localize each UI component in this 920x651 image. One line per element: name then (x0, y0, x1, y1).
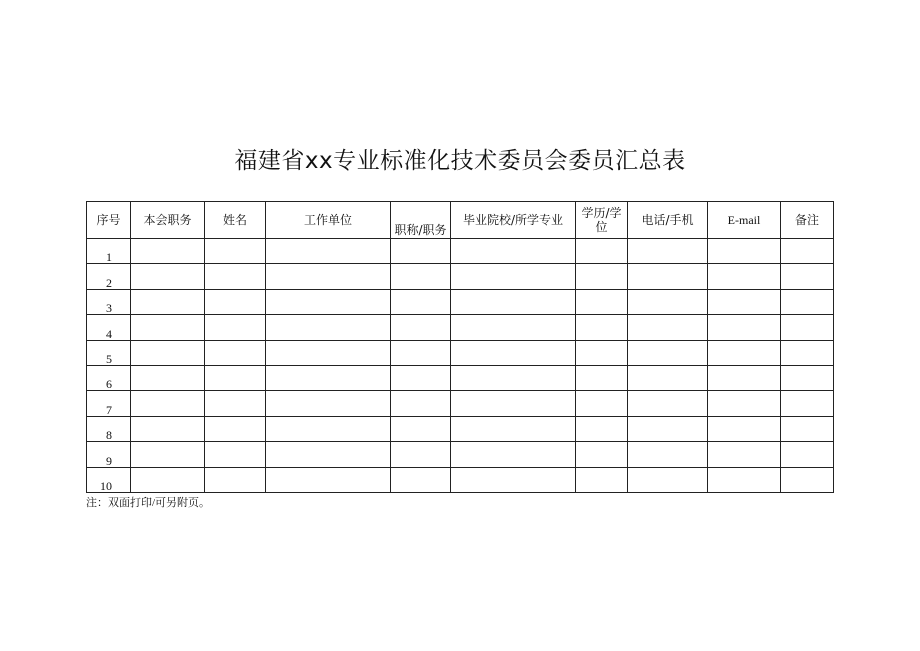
cell-index: 9 (87, 442, 131, 467)
cell-committee-role (131, 467, 205, 492)
cell-title-position (391, 264, 451, 289)
cell-education-degree (576, 239, 628, 264)
cell-index: 7 (87, 391, 131, 416)
cell-email (708, 391, 781, 416)
cell-remarks (781, 239, 834, 264)
cell-workplace (266, 289, 391, 314)
table-row (87, 289, 834, 314)
table-row (87, 315, 834, 340)
cell-education-degree (576, 340, 628, 365)
cell-title-position (391, 365, 451, 390)
cell-school-major (451, 442, 576, 467)
cell-workplace (266, 467, 391, 492)
cell-phone (628, 289, 708, 314)
table-row (87, 340, 834, 365)
cell-email (708, 289, 781, 314)
cell-education-degree (576, 467, 628, 492)
cell-index: 6 (87, 365, 131, 390)
cell-name (205, 264, 266, 289)
header-workplace: 工作单位 (266, 202, 391, 239)
members-table (86, 201, 834, 493)
cell-index: 8 (87, 416, 131, 441)
cell-remarks (781, 467, 834, 492)
cell-title-position (391, 289, 451, 314)
cell-email (708, 340, 781, 365)
cell-index: 3 (87, 289, 131, 314)
table-row (87, 467, 834, 492)
cell-phone (628, 264, 708, 289)
cell-workplace (266, 239, 391, 264)
cell-committee-role (131, 264, 205, 289)
cell-title-position (391, 239, 451, 264)
cell-index: 4 (87, 315, 131, 340)
cell-email (708, 365, 781, 390)
cell-title-position (391, 467, 451, 492)
cell-phone (628, 391, 708, 416)
header-school-major: 毕业院校/所学专业 (451, 202, 576, 239)
cell-education-degree (576, 289, 628, 314)
cell-email (708, 442, 781, 467)
cell-phone (628, 416, 708, 441)
table-header (87, 202, 834, 239)
cell-email (708, 315, 781, 340)
header-title-position: 职称/职务 (391, 202, 451, 239)
cell-committee-role (131, 340, 205, 365)
header-phone: 电话/手机 (628, 202, 708, 239)
cell-title-position (391, 340, 451, 365)
cell-school-major (451, 467, 576, 492)
cell-name (205, 416, 266, 441)
cell-workplace (266, 391, 391, 416)
footnote: 注：双面打印/可另附页。 (86, 497, 211, 509)
cell-school-major (451, 264, 576, 289)
table-row (87, 391, 834, 416)
table-row (87, 365, 834, 390)
cell-school-major (451, 315, 576, 340)
cell-remarks (781, 365, 834, 390)
cell-school-major (451, 289, 576, 314)
cell-name (205, 315, 266, 340)
cell-email (708, 264, 781, 289)
cell-committee-role (131, 416, 205, 441)
cell-workplace (266, 416, 391, 441)
cell-committee-role (131, 289, 205, 314)
cell-school-major (451, 365, 576, 390)
cell-workplace (266, 340, 391, 365)
cell-education-degree (576, 264, 628, 289)
header-name: 姓名 (205, 202, 266, 239)
cell-index: 10 (87, 467, 131, 492)
cell-name (205, 340, 266, 365)
cell-phone (628, 467, 708, 492)
cell-workplace (266, 264, 391, 289)
cell-name (205, 442, 266, 467)
header-committee-role: 本会职务 (131, 202, 205, 239)
cell-index: 5 (87, 340, 131, 365)
cell-education-degree (576, 391, 628, 416)
cell-index: 1 (87, 239, 131, 264)
cell-committee-role (131, 365, 205, 390)
cell-phone (628, 442, 708, 467)
cell-name (205, 391, 266, 416)
cell-index: 2 (87, 264, 131, 289)
header-education-degree: 学历/学位 (576, 202, 628, 239)
cell-remarks (781, 289, 834, 314)
cell-education-degree (576, 416, 628, 441)
cell-phone (628, 315, 708, 340)
table-row (87, 442, 834, 467)
cell-committee-role (131, 391, 205, 416)
cell-workplace (266, 365, 391, 390)
header-email: E-mail (708, 202, 781, 239)
cell-education-degree (576, 442, 628, 467)
table-row (87, 416, 834, 441)
cell-remarks (781, 442, 834, 467)
cell-name (205, 365, 266, 390)
cell-committee-role (131, 315, 205, 340)
cell-remarks (781, 264, 834, 289)
cell-remarks (781, 340, 834, 365)
cell-email (708, 239, 781, 264)
cell-title-position (391, 416, 451, 441)
cell-title-position (391, 391, 451, 416)
cell-remarks (781, 315, 834, 340)
cell-workplace (266, 315, 391, 340)
cell-phone (628, 239, 708, 264)
cell-remarks (781, 391, 834, 416)
cell-title-position (391, 442, 451, 467)
header-remarks: 备注 (781, 202, 834, 239)
cell-committee-role (131, 239, 205, 264)
cell-school-major (451, 416, 576, 441)
cell-committee-role (131, 442, 205, 467)
cell-school-major (451, 391, 576, 416)
header-index: 序号 (87, 202, 131, 239)
cell-education-degree (576, 315, 628, 340)
cell-school-major (451, 239, 576, 264)
cell-name (205, 239, 266, 264)
cell-phone (628, 340, 708, 365)
table-body (87, 239, 834, 493)
members-table-container (86, 201, 834, 493)
cell-phone (628, 365, 708, 390)
cell-title-position (391, 315, 451, 340)
cell-education-degree (576, 365, 628, 390)
cell-workplace (266, 442, 391, 467)
cell-remarks (781, 416, 834, 441)
cell-school-major (451, 340, 576, 365)
cell-name (205, 467, 266, 492)
table-row (87, 239, 834, 264)
cell-email (708, 467, 781, 492)
page-title: 福建省xx专业标准化技术委员会委员汇总表 (234, 148, 686, 174)
cell-name (205, 289, 266, 314)
table-row (87, 264, 834, 289)
cell-email (708, 416, 781, 441)
header-row (87, 202, 834, 239)
